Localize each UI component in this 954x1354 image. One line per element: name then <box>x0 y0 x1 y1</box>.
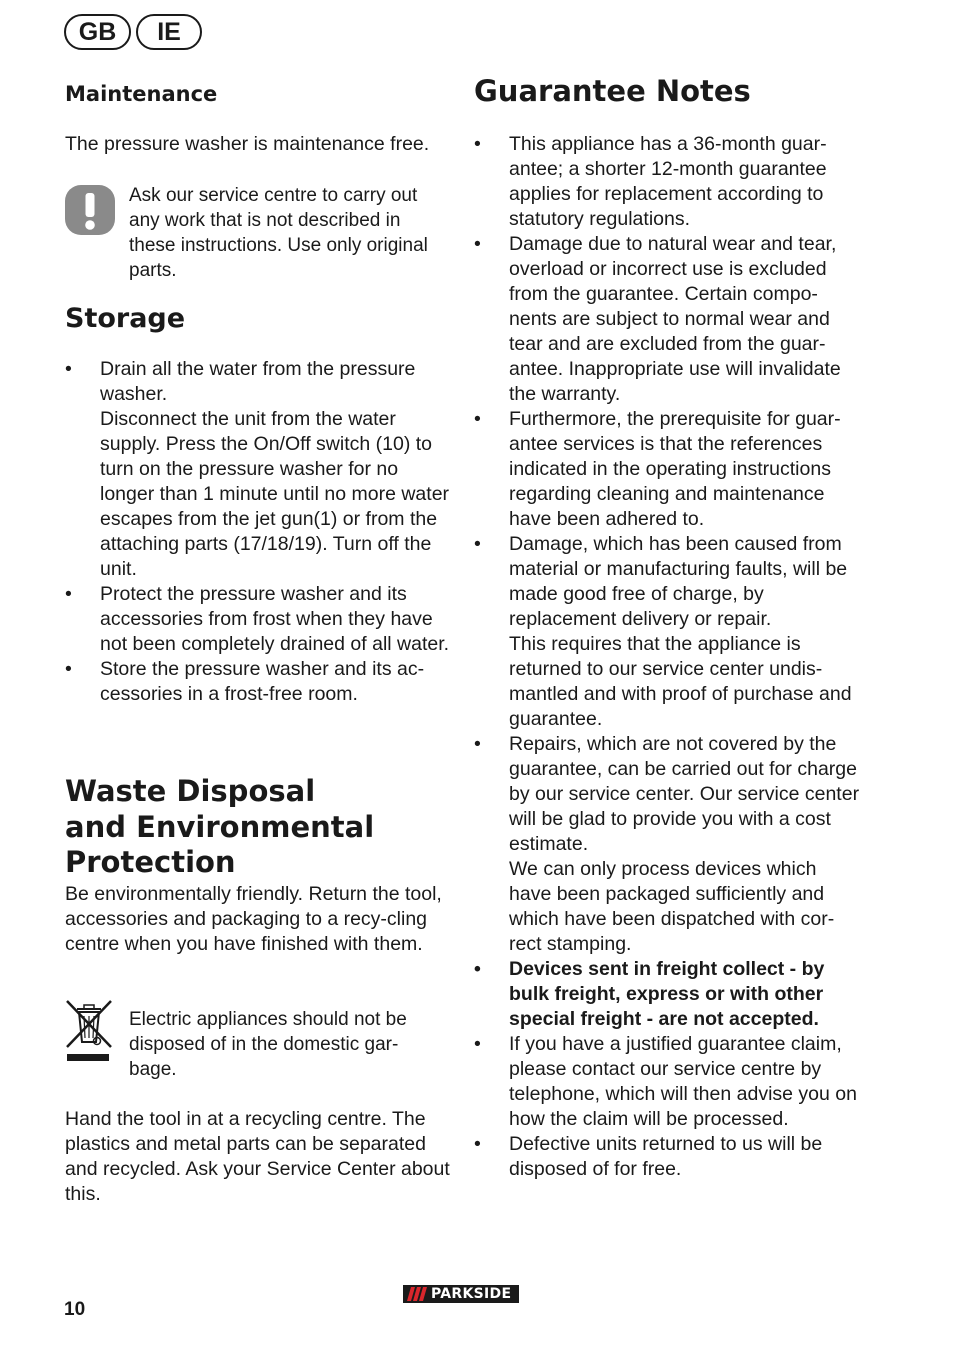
list-item-paragraph: Protect the pressure washer and its accessories from frost when they have not been completely drained of all water. <box>100 583 450 655</box>
waste-disposal-heading <box>65 774 455 881</box>
waste-text: Be environmentally friendly. Return the tool, accessories and packaging to a recy-cling centre when you have finished with them. <box>65 883 442 955</box>
brand-name: PARKSIDE <box>431 1286 512 1302</box>
waste-title-line-2: and Environmental <box>65 809 375 844</box>
list-item <box>474 732 864 957</box>
list-item <box>474 132 864 232</box>
maintenance-note: Ask our service centre to carry out any work that is not described in these instructions. Use only original parts. <box>129 185 428 281</box>
guarantee-list <box>474 132 864 1182</box>
bullet-icon: • <box>474 958 481 980</box>
list-item-paragraph: We can only process devices which have been packaged sufficiently and which have been dispatched with cor-rect stamping. <box>509 858 835 955</box>
guarantee-heading: Guarantee Notes <box>474 74 751 108</box>
list-item <box>474 957 864 1032</box>
list-item-paragraph: Disconnect the unit from the water supply. Press the On/Off switch (10) to turn on the pressure washer for no longer than 1 minute until no more water escapes from the jet gun(1) or from the attaching parts (17/18/19). Turn off the unit. <box>100 408 450 580</box>
bullet-icon: • <box>65 583 72 605</box>
list-item-paragraph: If you have a justified guarantee claim, please contact our service centre by telephone, which will then advise you on how the claim will be processed. <box>509 1033 857 1130</box>
list-item-paragraph: Damage, which has been caused from material or manufacturing faults, will be made good free of charge, by replacement delivery or repair. <box>509 533 848 630</box>
list-item-paragraph: Devices sent in freight collect - by bulk freight, express or with other special freight - are not accepted. <box>509 958 825 1030</box>
bullet-icon: • <box>65 658 72 680</box>
list-item <box>474 232 864 407</box>
storage-heading: Storage <box>65 303 186 334</box>
maintenance-heading: Maintenance <box>65 82 218 106</box>
bullet-icon: • <box>65 358 72 380</box>
list-item <box>474 1132 864 1182</box>
logo-stripes-icon <box>406 1285 430 1303</box>
list-item-paragraph: This requires that the appliance is returned to our service center undis-mantled and with proof of purchase and guarantee. <box>509 633 852 730</box>
list-item-paragraph: This appliance has a 36-month guar-antee; a shorter 12-month guarantee applies for replacement according to statutory regulations. <box>509 133 827 230</box>
maintenance-text: The pressure washer is maintenance free. <box>65 133 430 155</box>
waste-text-2: Hand the tool in at a recycling centre. The plastics and metal parts can be separated and recycled. Ask your Service Center about this. <box>65 1108 450 1205</box>
language-badge-ie: IE <box>136 14 202 50</box>
crossed-bin-icon <box>64 998 114 1064</box>
language-badge-gb: GB <box>64 14 131 50</box>
list-item <box>65 657 450 707</box>
waste-title-line-1: Waste Disposal <box>65 774 316 808</box>
storage-list <box>65 357 450 707</box>
list-item <box>474 532 864 732</box>
bullet-icon: • <box>474 1133 481 1155</box>
waste-note: Electric appliances should not be disposed of in the domestic gar-bage. <box>129 1009 407 1080</box>
bullet-icon: • <box>474 233 481 255</box>
list-item-paragraph: Drain all the water from the pressure washer. <box>100 358 416 405</box>
bullet-icon: • <box>474 408 481 430</box>
list-item-paragraph: Furthermore, the prerequisite for guar-antee services is that the references indicated in the operating instructions regarding cleaning and maintenance have been adhered to. <box>509 408 841 530</box>
brand-logo <box>403 1285 519 1303</box>
list-item-paragraph: Store the pressure washer and its ac-cessories in a frost-free room. <box>100 658 425 705</box>
list-item <box>65 582 450 657</box>
bullet-icon: • <box>474 733 481 755</box>
list-item <box>474 1032 864 1132</box>
list-item-paragraph: Repairs, which are not covered by the guarantee, can be carried out for charge by our service center. Our service center will be glad to provide you with a cost estimate. <box>509 733 860 855</box>
bullet-icon: • <box>474 133 481 155</box>
list-item-paragraph: Damage due to natural wear and tear, overload or incorrect use is excluded from the guarantee. Certain compo-nents are subject to normal wear and tear and are excluded from the guar-antee. Inappropriate use will invalidate the warranty. <box>509 233 841 405</box>
list-item-paragraph: Defective units returned to us will be disposed of for free. <box>509 1133 823 1180</box>
warning-icon <box>65 185 115 235</box>
page-number: 10 <box>64 1299 86 1320</box>
list-item <box>65 357 450 582</box>
waste-title-line-3: Protection <box>65 845 236 879</box>
list-item <box>474 407 864 532</box>
bullet-icon: • <box>474 533 481 555</box>
bullet-icon: • <box>474 1033 481 1055</box>
